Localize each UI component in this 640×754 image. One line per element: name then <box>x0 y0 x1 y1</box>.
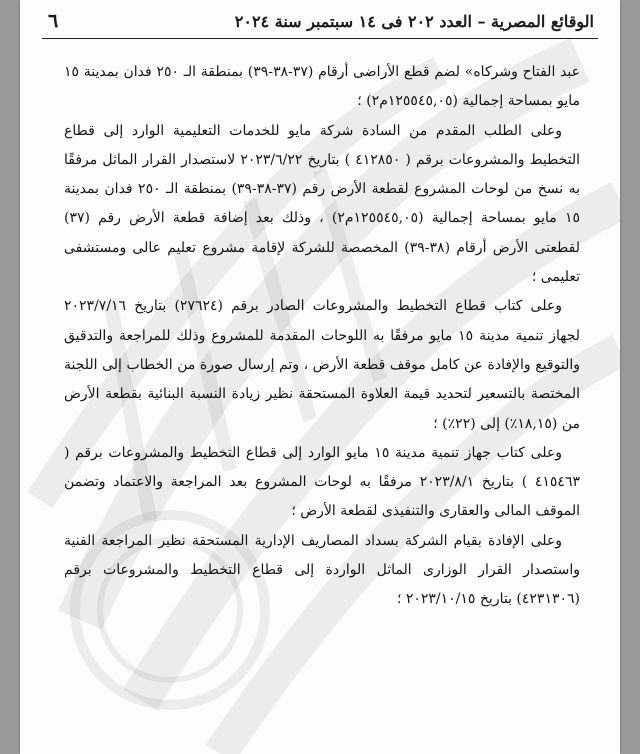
document-page <box>20 0 620 754</box>
paragraph: وعلى كتاب قطاع التخطيط والمشروعات الصادر برقم (٢٧٦٢٤) بتاريخ ٢٠٢٣/٧/١٦ لجهاز تنمية مدينة ١٥ مايو مرفقًا به اللوحات المقدمة للمشروع وذلك للمراجعة والتدقيق والتوقيع والإفادة عن كامل موقف قطعة الأرض ، وتم إرسال صورة من الخطاب إلى اللجنة المختصة بالتسعير لتحديد قيمة العلاوة المستحقة نظير زيادة النسبة البنائية بقطعة الأرض من (١٨,١٥٪) إلى (٢٢٪) ؛ <box>64 298 581 432</box>
header-rule <box>42 38 598 39</box>
page-header <box>48 8 594 34</box>
page-number: ٦ <box>48 10 59 32</box>
document-body <box>64 58 580 615</box>
paragraph: وعلى الإفادة بقيام الشركة بسداد المصاريف الإدارية المستحقة نظير المراجعة الفنية واستصدار القرار الوزارى الماثل الواردة إلى قطاع التخطيط والمشروعات برقم (٤٢٣١٣٠٦) بتاريخ ٢٠٢٣/١٠/١٥ ؛ <box>64 532 580 608</box>
running-title: الوقائع المصرية – العدد ٢٠٢ فى ١٤ سبتمبر سنة ٢٠٢٤ <box>234 11 594 31</box>
paragraph: عبد الفتاح وشركاه» لضم قطع الأراضى أرقام (٣٧-٣٨-٣٩) بمنطقة الـ ٢٥٠ فدان بمدينة ١٥ مايو بمساحة إجمالية (١٢٥٥٤٥,٠٥م٢) ؛ <box>64 64 581 110</box>
paragraph: وعلى كتاب جهاز تنمية مدينة ١٥ مايو الوارد إلى قطاع التخطيط والمشروعات برقم ( ٤١٥٤٦٣ ) بتاريخ ٢٠٢٣/٨/١ مرفقًا به لوحات المشروع بعد المراجعة والاعتماد وتضمن الموقف المالى والعقارى والتنفيذى لقطعة الأرض ؛ <box>64 444 580 520</box>
paragraph: وعلى الطلب المقدم من السادة شركة مايو للخدمات التعليمية الوارد إلى قطاع التخطيط والمشروعات برقم ( ٤١٢٨٥٠ ) بتاريخ ٢٠٢٣/٦/٢٢ لاستصدار القرار الماثل مرفقًا به نسخ من لوحات المشروع لقطعة الأرض رقم (٣٧-٣٨-٣٩) بمنطقة الـ ٢٥٠ فدان بمدينة ١٥ مايو بمساحة إجمالية (١٢٥٥٤٥,٠٥م٢) ، وذلك بعد إضافة قطعة الأرض رقم (٣٧) لقطعتى الأرض أرقام (٣٨-٣٩) المخصصة للشركة لإقامة مشروع تعليم عالى ومستشفى تعليمى ؛ <box>64 122 580 286</box>
